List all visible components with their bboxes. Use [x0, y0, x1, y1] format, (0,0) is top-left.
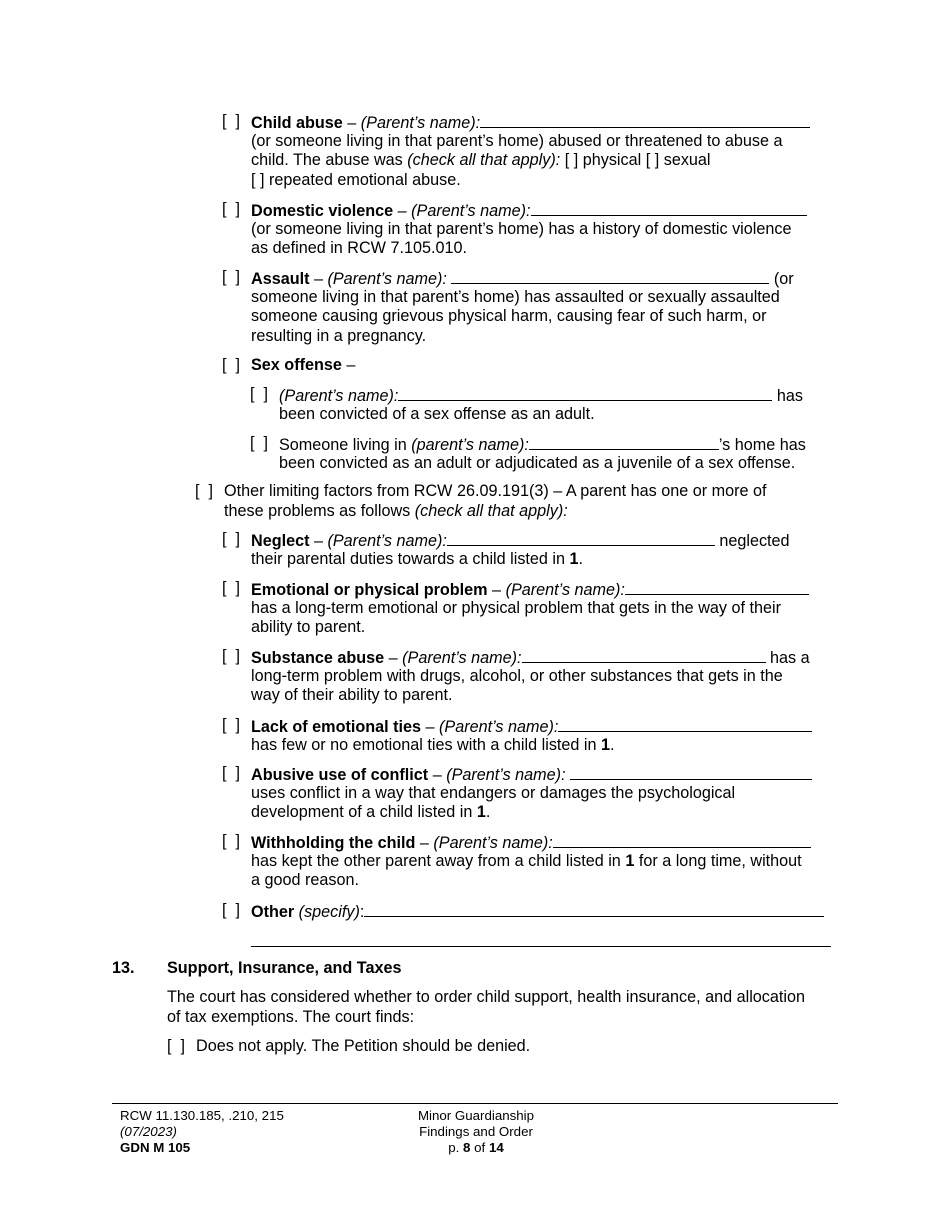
- parent-name-field[interactable]: [558, 716, 812, 732]
- footer-form-id: GDN M 105: [120, 1140, 191, 1155]
- footer-center: [376, 1108, 576, 1156]
- sex-offense-text: has: [776, 387, 803, 405]
- check-all-label: (check all that apply):: [407, 151, 561, 170]
- specify-label: (specify): [294, 903, 360, 921]
- parent-name-label: (Parent’s name):: [411, 202, 531, 220]
- parent-name-label: (Parent’s name):: [433, 834, 553, 852]
- parent-name-field[interactable]: [553, 832, 811, 848]
- emotional-problem-text: ability to parent.: [251, 618, 366, 637]
- abusive-conflict-text: uses conflict in a way that endangers or damages the psychological: [251, 783, 736, 802]
- emotional-problem-title: Emotional or physical problem: [251, 581, 488, 599]
- substance-abuse-text: long-term problem with drugs, alcohol, or other substances that gets in the: [251, 666, 783, 685]
- assault-text: resulting in a pregnancy.: [251, 326, 427, 345]
- section-title: Support, Insurance, and Taxes: [167, 959, 402, 977]
- assault-text: someone causing grievous physical harm, causing fear of such harm, or: [251, 307, 767, 326]
- period: .: [485, 803, 491, 822]
- dash: –: [487, 581, 506, 599]
- option-text: Does not apply. The Petition should be denied.: [196, 1037, 531, 1055]
- footer-title: Minor Guardianship: [417, 1108, 535, 1123]
- option-sexual: sexual: [663, 151, 711, 170]
- check-all-label: (check all that apply):: [414, 501, 568, 520]
- parent-name-label: (Parent’s name):: [439, 718, 559, 736]
- checkbox-physical[interactable]: [ ]: [564, 151, 579, 170]
- checkbox[interactable]: [ ]: [222, 832, 240, 850]
- emotional-problem-text: has a long-term emotional or physical problem that gets in the way of their: [251, 598, 781, 617]
- footer-rcw: RCW 11.130.185, .210, 215: [120, 1108, 284, 1123]
- footer-divider: [112, 1103, 838, 1104]
- child-abuse-title: Child abuse: [251, 114, 343, 132]
- dash: –: [428, 766, 447, 784]
- colon: :: [359, 903, 365, 921]
- page-current: 8: [463, 1140, 471, 1155]
- parent-name-label: (Parent’s name):: [402, 649, 522, 667]
- substance-abuse-title: Substance abuse: [251, 649, 385, 667]
- other-factors-text: Other limiting factors from RCW 26.09.191(3) – A parent has one or more of: [224, 482, 767, 500]
- option-physical: physical: [582, 151, 642, 170]
- checkbox[interactable]: [ ]: [222, 901, 240, 919]
- period: .: [578, 549, 584, 568]
- domestic-violence-title: Domestic violence: [251, 202, 394, 220]
- checkbox[interactable]: [ ]: [250, 434, 268, 452]
- dash: –: [309, 270, 328, 288]
- parent-name-field[interactable]: [529, 434, 719, 450]
- parent-name-field[interactable]: [522, 647, 766, 663]
- other-title: Other: [251, 903, 295, 921]
- other-specify-field-line2[interactable]: [251, 946, 831, 947]
- abusive-conflict-text: development of a child listed in: [251, 803, 477, 822]
- section-13-heading: [112, 959, 402, 979]
- dash: –: [415, 834, 434, 852]
- parent-name-field[interactable]: [570, 764, 812, 780]
- dash: –: [309, 532, 328, 550]
- period: .: [610, 735, 615, 754]
- parent-name-label: (parent’s name):: [411, 436, 529, 454]
- emotional-ties-text: has few or no emotional ties with a child listed in: [251, 735, 602, 754]
- domestic-violence-text: (or someone living in that parent’s home) has a history of domestic violence: [251, 219, 792, 238]
- sex-offense-text: been convicted as an adult or adjudicated as a juvenile of a sex offense.: [279, 453, 796, 472]
- section-13-text: The court has considered whether to order child support, health insurance, and allocation: [167, 988, 805, 1006]
- checkbox[interactable]: [ ]: [222, 530, 240, 548]
- footer-date: (07/2023): [120, 1124, 177, 1139]
- dash: –: [342, 114, 361, 132]
- checkbox[interactable]: [ ]: [195, 482, 213, 500]
- sex-offense-text: ’s home has: [718, 436, 806, 454]
- section-13-text: of tax exemptions. The court finds:: [167, 1007, 415, 1026]
- section-number: 13.: [112, 959, 135, 977]
- section-reference: 1: [625, 851, 635, 870]
- withholding-text: for a long time, without: [634, 851, 802, 870]
- page-total: 14: [488, 1140, 504, 1155]
- section-13-paragraph: [167, 988, 847, 1027]
- parent-name-label: (Parent’s name):: [327, 270, 447, 288]
- child-abuse-text: child. The abuse was: [251, 151, 408, 170]
- footer-title: Findings and Order: [419, 1124, 533, 1139]
- checkbox-emotional[interactable]: [ ]: [251, 170, 265, 189]
- assault-text: (or: [773, 270, 794, 288]
- dash: –: [384, 649, 403, 667]
- section-reference: 1: [476, 803, 486, 822]
- checkbox[interactable]: [ ]: [222, 579, 240, 597]
- option-emotional: repeated emotional abuse.: [269, 170, 461, 189]
- dash: –: [421, 718, 440, 736]
- checkbox[interactable]: [ ]: [222, 200, 240, 218]
- checkbox-sexual[interactable]: [ ]: [645, 151, 660, 170]
- sex-offense-text: been convicted of a sex offense as an adult.: [279, 404, 595, 423]
- child-abuse-text: (or someone living in that parent’s home) abused or threatened to abuse a: [251, 131, 783, 150]
- parent-name-label: (Parent’s name):: [446, 766, 566, 784]
- neglect-text: neglected: [719, 532, 790, 550]
- parent-name-field[interactable]: [398, 385, 772, 401]
- parent-name-label: (Parent’s name):: [279, 387, 399, 405]
- parent-name-field[interactable]: [451, 268, 769, 284]
- neglect-title: Neglect: [251, 532, 310, 550]
- parent-name-field[interactable]: [625, 579, 809, 595]
- checkbox[interactable]: [ ]: [222, 647, 240, 665]
- withholding-title: Withholding the child: [251, 834, 416, 852]
- dash: –: [393, 202, 412, 220]
- parent-name-field[interactable]: [480, 112, 810, 128]
- checkbox[interactable]: [ ]: [250, 385, 268, 403]
- substance-abuse-text: way of their ability to parent.: [251, 686, 453, 705]
- withholding-text: has kept the other parent away from a child listed in: [251, 851, 626, 870]
- sex-offense-title: Sex offense: [251, 356, 342, 374]
- other-specify-field[interactable]: [364, 901, 824, 917]
- page-of: of: [470, 1140, 489, 1155]
- section-reference: 1: [601, 735, 611, 754]
- parent-name-label: (Parent’s name):: [360, 114, 481, 132]
- sex-offense-text: Someone living in: [279, 436, 412, 454]
- other-factors-text: these problems as follows: [224, 501, 415, 520]
- withholding-text: a good reason.: [251, 871, 360, 890]
- assault-text: someone living in that parent’s home) has assaulted or sexually assaulted: [251, 287, 780, 306]
- neglect-text: their parental duties towards a child listed in: [251, 549, 570, 568]
- footer-left: [120, 1108, 284, 1156]
- assault-title: Assault: [251, 270, 310, 288]
- abusive-conflict-title: Abusive use of conflict: [251, 766, 429, 784]
- checkbox[interactable]: [ ]: [167, 1037, 185, 1055]
- parent-name-label: (Parent’s name):: [327, 532, 447, 550]
- emotional-ties-title: Lack of emotional ties: [251, 718, 422, 736]
- parent-name-field[interactable]: [447, 530, 715, 546]
- domestic-violence-text: as defined in RCW 7.105.010.: [251, 239, 467, 258]
- checkbox[interactable]: [ ]: [222, 716, 240, 734]
- checkbox[interactable]: [ ]: [222, 112, 240, 130]
- section-reference: 1: [569, 549, 579, 568]
- substance-abuse-text: has a: [770, 649, 810, 667]
- checkbox[interactable]: [ ]: [222, 356, 240, 374]
- page-prefix: p.: [448, 1140, 464, 1155]
- parent-name-field[interactable]: [531, 200, 807, 216]
- page-number: [376, 1140, 576, 1156]
- checkbox[interactable]: [ ]: [222, 764, 240, 782]
- dash: –: [341, 356, 356, 374]
- checkbox[interactable]: [ ]: [222, 268, 240, 286]
- parent-name-label: (Parent’s name):: [505, 581, 625, 599]
